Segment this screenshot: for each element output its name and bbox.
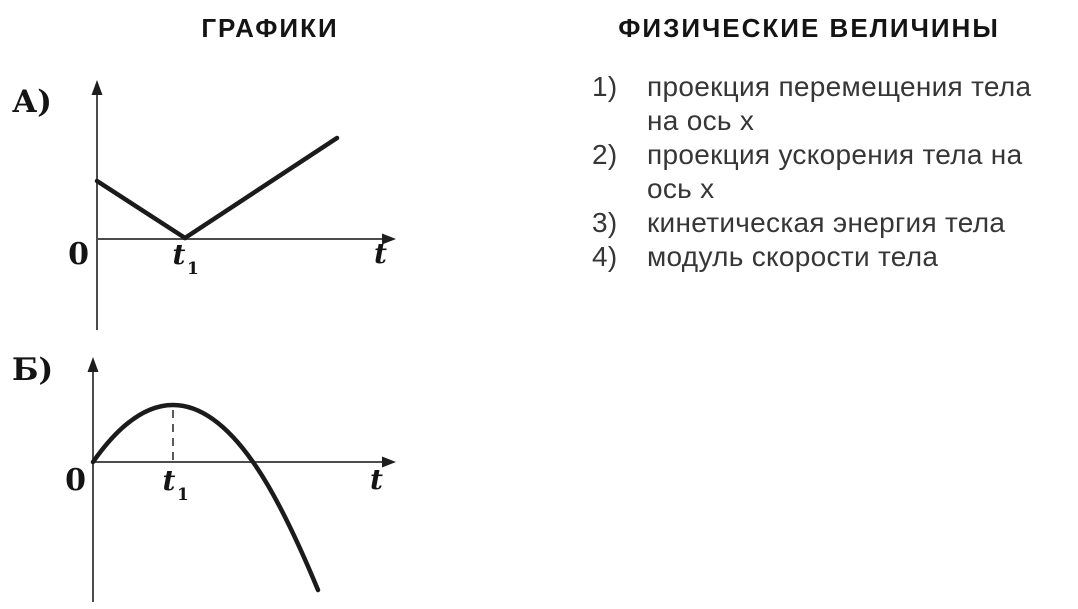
x-axis-label: t bbox=[370, 463, 383, 496]
t1-label: t bbox=[172, 238, 186, 271]
t1-subscript: 1 bbox=[177, 485, 189, 505]
x-axis-arrowhead bbox=[382, 457, 396, 468]
item-text-line: модуль скорости тела bbox=[647, 241, 939, 272]
origin-label: 0 bbox=[68, 237, 89, 272]
item-text-line: ось х bbox=[647, 173, 715, 204]
v-curve bbox=[97, 138, 337, 238]
quantity-item-2 bbox=[592, 138, 1078, 206]
item-text bbox=[647, 206, 1078, 240]
item-text-line: кинетическая энергия тела bbox=[647, 207, 1006, 238]
t1-label: t bbox=[162, 464, 176, 497]
quantities-list bbox=[592, 70, 1078, 274]
graph-b-label: Б) bbox=[12, 352, 54, 388]
item-text bbox=[647, 240, 1078, 274]
item-text-line: на ось х bbox=[647, 105, 755, 136]
item-number: 3) bbox=[592, 207, 618, 238]
item-text bbox=[647, 70, 1078, 138]
quantity-item-4 bbox=[592, 240, 1078, 274]
y-axis-arrowhead bbox=[88, 357, 99, 372]
item-number: 2) bbox=[592, 139, 618, 170]
item-text-line: проекция ускорения тела на bbox=[647, 139, 1023, 170]
item-text bbox=[647, 138, 1078, 206]
graph-a-label: А) bbox=[12, 84, 52, 120]
quantities-column-title: ФИЗИЧЕСКИЕ ВЕЛИЧИНЫ bbox=[618, 13, 1000, 43]
item-number: 1) bbox=[592, 71, 618, 102]
item-number: 4) bbox=[592, 241, 618, 272]
origin-label: 0 bbox=[65, 463, 86, 498]
quantity-item-3 bbox=[592, 206, 1078, 240]
quantity-item-1 bbox=[592, 70, 1078, 138]
parabola-curve bbox=[93, 405, 318, 590]
y-axis-arrowhead bbox=[92, 80, 103, 95]
graph-a bbox=[0, 75, 420, 339]
t1-subscript: 1 bbox=[187, 259, 199, 279]
x-axis-label: t bbox=[374, 237, 387, 270]
item-text-line: проекция перемещения тела bbox=[647, 71, 1032, 102]
graphs-column-title: ГРАФИКИ bbox=[201, 13, 339, 43]
graph-b bbox=[0, 340, 420, 609]
